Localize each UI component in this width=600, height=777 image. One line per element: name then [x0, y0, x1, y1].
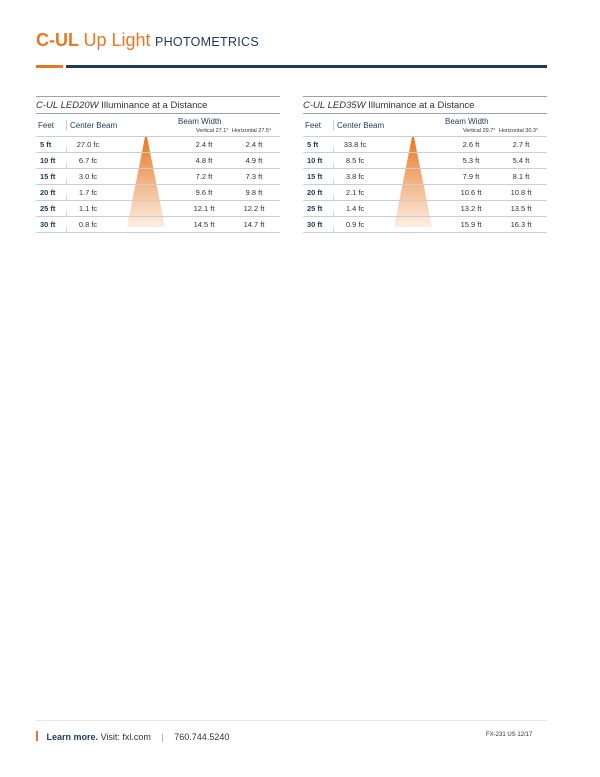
header-rule: [66, 65, 547, 68]
row-horizontal: 9.8 ft: [245, 188, 263, 197]
col-vertical: Vertical 27.1°: [196, 128, 229, 134]
page-title: [36, 30, 259, 51]
table-row: [36, 153, 280, 169]
photometric-table-led20w: [36, 96, 280, 233]
section-name: PHOTOMETRICS: [154, 35, 260, 49]
table-title-model: C-UL LED20W: [36, 100, 99, 111]
row-feet: 20 ft: [40, 188, 56, 197]
row-center-beam: 3.0 fc: [78, 172, 98, 181]
footer-separator: |: [161, 732, 164, 742]
row-vertical: 12.1 ft: [193, 204, 215, 213]
col-beam-width: Beam Width: [445, 117, 489, 126]
table-title: [303, 96, 547, 114]
col-feet: Feet: [38, 121, 55, 130]
row-horizontal: 10.8 ft: [510, 188, 532, 197]
row-center-beam: 8.5 fc: [345, 156, 365, 165]
table-row: [303, 153, 547, 169]
footer: [36, 731, 229, 742]
row-center-beam: 2.1 fc: [345, 188, 365, 197]
row-feet: 10 ft: [40, 156, 56, 165]
col-feet: Feet: [305, 121, 322, 130]
row-vertical: 7.9 ft: [462, 172, 480, 181]
row-horizontal: 2.7 ft: [512, 140, 530, 149]
row-feet: 15 ft: [307, 172, 323, 181]
col-center-beam: Center Beam: [70, 121, 118, 130]
table-body: [303, 137, 547, 233]
row-vertical: 5.3 ft: [462, 156, 480, 165]
phone-number: 760.744.5240: [174, 732, 230, 742]
row-horizontal: 7.3 ft: [245, 172, 263, 181]
table-row: [36, 217, 280, 233]
header-separator: [66, 120, 67, 130]
col-horizontal: Horizontal 30.3°: [499, 128, 539, 134]
row-horizontal: 5.4 ft: [512, 156, 530, 165]
row-vertical: 2.6 ft: [462, 140, 480, 149]
footer-rule: [36, 720, 547, 721]
brand-name: C-UL: [36, 30, 79, 50]
col-vertical: Vertical 29.7°: [463, 128, 496, 134]
row-center-beam: 1.7 fc: [78, 188, 98, 197]
row-center-beam: 27.0 fc: [76, 140, 100, 149]
table-title-model: C-UL LED35W: [303, 100, 366, 111]
table-row: [36, 185, 280, 201]
table-row: [303, 201, 547, 217]
row-feet: 25 ft: [40, 204, 56, 213]
row-center-beam: 1.1 fc: [78, 204, 98, 213]
document-code: FX-231 US 12/17: [486, 732, 533, 738]
photometric-table-led35w: [303, 96, 547, 233]
col-horizontal: Horizontal 27.5°: [232, 128, 272, 134]
row-vertical: 4.8 ft: [195, 156, 213, 165]
header-accent-rule: [36, 65, 63, 68]
row-vertical: 7.2 ft: [195, 172, 213, 181]
row-vertical: 2.4 ft: [195, 140, 213, 149]
row-center-beam: 0.8 fc: [78, 220, 98, 229]
table-header: [303, 114, 547, 137]
learn-more-text: Learn more.: [46, 732, 99, 742]
table-row: [303, 185, 547, 201]
row-feet: 10 ft: [307, 156, 323, 165]
table-row: [36, 137, 280, 153]
table-row: [36, 169, 280, 185]
table-row: [303, 217, 547, 233]
product-name: Up Light: [83, 30, 151, 50]
row-vertical: 15.9 ft: [460, 220, 482, 229]
row-feet: 5 ft: [307, 140, 319, 149]
row-horizontal: 13.5 ft: [510, 204, 532, 213]
table-header: [36, 114, 280, 137]
row-feet: 30 ft: [40, 220, 56, 229]
table-row: [303, 169, 547, 185]
col-beam-width: Beam Width: [178, 117, 222, 126]
table-row: [36, 201, 280, 217]
row-center-beam: 6.7 fc: [78, 156, 98, 165]
row-horizontal: 12.2 ft: [243, 204, 265, 213]
row-vertical: 13.2 ft: [460, 204, 482, 213]
row-center-beam: 33.8 fc: [343, 140, 367, 149]
row-horizontal: 8.1 ft: [512, 172, 530, 181]
table-title-text: Illuminance at a Distance: [368, 100, 475, 111]
website-link[interactable]: Visit: fxl.com: [100, 732, 151, 742]
row-feet: 25 ft: [307, 204, 323, 213]
row-center-beam: 0.9 fc: [345, 220, 365, 229]
table-title-text: Illuminance at a Distance: [101, 100, 208, 111]
row-vertical: 14.5 ft: [193, 220, 215, 229]
table-row: [303, 137, 547, 153]
row-center-beam: 1.4 fc: [345, 204, 365, 213]
row-vertical: 9.6 ft: [195, 188, 213, 197]
col-center-beam: Center Beam: [337, 121, 385, 130]
row-horizontal: 14.7 ft: [243, 220, 265, 229]
row-feet: 20 ft: [307, 188, 323, 197]
footer-accent-bar: [36, 731, 38, 741]
table-body: [36, 137, 280, 233]
row-horizontal: 16.3 ft: [510, 220, 532, 229]
row-feet: 30 ft: [307, 220, 323, 229]
row-feet: 5 ft: [40, 140, 52, 149]
row-feet: 15 ft: [40, 172, 56, 181]
header-separator: [333, 120, 334, 130]
row-horizontal: 4.9 ft: [245, 156, 263, 165]
row-horizontal: 2.4 ft: [245, 140, 263, 149]
row-vertical: 10.6 ft: [460, 188, 482, 197]
table-title: [36, 96, 280, 114]
row-center-beam: 3.8 fc: [345, 172, 365, 181]
